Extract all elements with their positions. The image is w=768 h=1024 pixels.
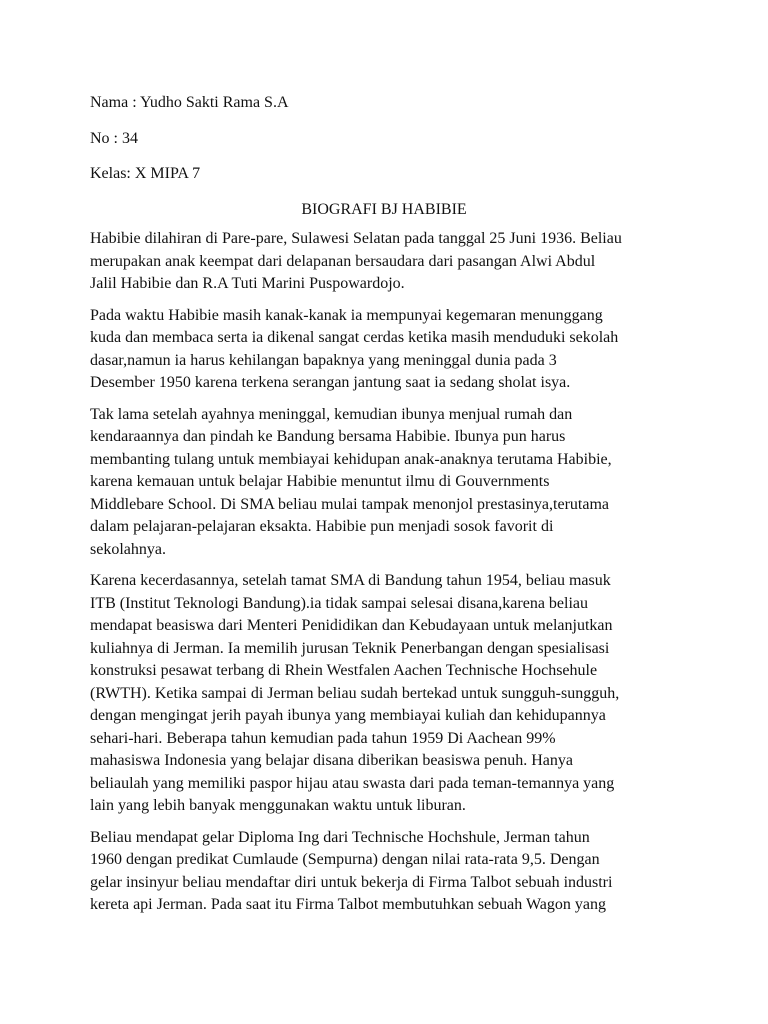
text-line: Karena kecerdasannya, setelah tamat SMA di Bandung tahun 1954, beliau masuk — [90, 572, 611, 589]
paragraph-3 — [90, 404, 678, 562]
text-line: lain yang lebih banyak menggunakan waktu untuk liburan. — [90, 797, 466, 814]
text-line: kuda dan membaca serta ia dikenal sangat cerdas ketika masih menduduki sekolah — [90, 329, 619, 346]
text-line: Pada waktu Habibie masih kanak-kanak ia mempunyai kegemaran menunggang — [90, 306, 603, 324]
text-line: gelar insinyur beliau mendaftar diri untuk bekerja di Firma Talbot sebuah industri — [90, 873, 613, 891]
text-line: beliaulah yang memiliki paspor hijau atau swasta dari pada teman-temannya yang — [90, 774, 615, 792]
text-line: Habibie dilahiran di Pare-pare, Sulawesi Selatan pada tanggal 25 Juni 1936. Beliau — [90, 230, 622, 247]
text-line: dengan mengingat jerih payah ibunya yang membiayai kuliah dan kehidupannya — [90, 707, 606, 724]
text-line: karena kemauan untuk belajar Habibie menuntut ilmu di Gouvernments — [90, 473, 550, 490]
text-line: merupakan anak keempat dari delapanan bersaudara dari pasangan Alwi Abdul — [90, 252, 596, 270]
text-line: sekolahnya. — [90, 540, 166, 558]
text-line: Middlebare School. Di SMA beliau mulai tampak menonjol prestasinya,terutama — [90, 495, 609, 513]
text-line: mahasiswa Indonesia yang belajar disana diberikan beasiswa penuh. Hanya — [90, 752, 573, 769]
text-line: konstruksi pesawat terbang di Rhein Westfalen Aachen Technische Hochsehule — [90, 662, 598, 679]
text-line: mendapat beasiswa dari Menteri Penididikan dan Kebudayaan untuk melanjutkan — [90, 617, 613, 634]
text-line: dalam pelajaran-pelajaran eksakta. Habibie pun menjadi sosok favorit di — [90, 518, 554, 535]
document-page — [90, 92, 678, 926]
text-line: Desember 1950 karena terkena serangan jantung saat ia sedang sholat isya. — [90, 374, 571, 391]
student-name: Nama : Yudho Sakti Rama S.A — [90, 94, 289, 111]
text-line: kereta api Jerman. Pada saat itu Firma Talbot membutuhkan sebuah Wagon yang — [90, 896, 606, 913]
student-class: Kelas: X MIPA 7 — [90, 165, 201, 182]
text-line: Tak lama setelah ayahnya meninggal, kemudian ibunya menjual rumah dan — [90, 405, 573, 423]
text-line: kuliahnya di Jerman. Ia memilih jurusan Teknik Penerbangan dengan spesialisasi — [90, 639, 610, 657]
student-number: No : 34 — [90, 129, 138, 147]
text-line: (RWTH). Ketika sampai di Jerman beliau sudah bertekad untuk sungguh-sungguh, — [90, 684, 620, 702]
paragraph-4 — [90, 570, 678, 818]
text-line: Jalil Habibie dan R.A Tuti Marini Puspowardojo. — [90, 275, 405, 292]
paragraph-2 — [90, 305, 678, 395]
paragraph-5 — [90, 827, 678, 917]
text-line: dasar,namun ia harus kehilangan bapaknya yang meninggal dunia pada 3 — [90, 351, 557, 369]
text-line: membanting tulang untuk membiayai kehidupan anak-anaknya terutama Habibie, — [90, 450, 612, 468]
text-line: Beliau mendapat gelar Diploma Ing dari Technische Hochshule, Jerman tahun — [90, 828, 590, 846]
text-line: sehari-hari. Beberapa tahun kemudian pada tahun 1959 Di Aachean 99% — [90, 729, 556, 747]
text-line: ITB (Institut Teknologi Bandung).ia tidak sampai selesai disana,karena beliau — [90, 594, 589, 612]
paragraph-1 — [90, 228, 678, 296]
document-title: BIOGRAFI BJ HABIBIE — [301, 200, 467, 218]
text-line: 1960 dengan predikat Cumlaude (Sempurna) dengan nilai rata-rata 9,5. Dengan — [90, 851, 600, 868]
text-line: kendaraannya dan pindah ke Bandung bersama Habibie. Ibunya pun harus — [90, 428, 566, 445]
